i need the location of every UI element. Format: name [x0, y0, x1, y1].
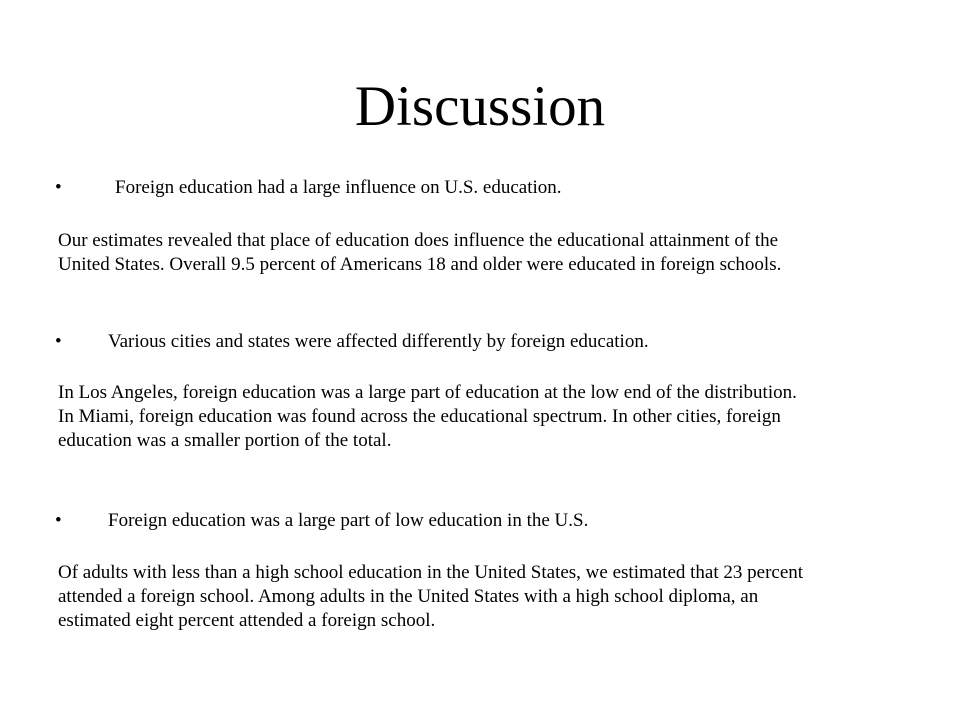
- paragraph-line: Of adults with less than a high school education in the United States, we estimated that 23 percent: [58, 562, 804, 583]
- paragraph-line: attended a foreign school. Among adults in the United States with a high school diploma, an: [58, 586, 759, 607]
- paragraph-line: Our estimates revealed that place of education does influence the educational attainment of the: [58, 230, 779, 251]
- paragraph-line: United States. Overall 9.5 percent of Americans 18 and older were educated in foreign schools.: [58, 254, 782, 275]
- bullet-icon: •: [55, 177, 62, 198]
- paragraph-line: education was a smaller portion of the total.: [58, 430, 392, 451]
- bullet-heading-2: [55, 330, 649, 354]
- bullet-heading-3: [55, 509, 588, 533]
- bullet-heading-text: Foreign education was a large part of low education in the U.S.: [108, 510, 589, 531]
- paragraph-2: [58, 381, 908, 453]
- paragraph-line: In Miami, foreign education was found across the educational spectrum. In other cities, foreign: [58, 406, 781, 427]
- bullet-icon: •: [55, 331, 62, 352]
- bullet-heading-1: [55, 176, 562, 200]
- paragraph-line: In Los Angeles, foreign education was a large part of education at the low end of the distribution.: [58, 382, 797, 403]
- slide-title: Discussion: [354, 75, 606, 138]
- bullet-icon: •: [55, 510, 62, 531]
- bullet-heading-text: Foreign education had a large influence on U.S. education.: [115, 177, 562, 198]
- paragraph-1: [58, 229, 908, 277]
- paragraph-3: [58, 561, 908, 633]
- bullet-heading-text: Various cities and states were affected differently by foreign education.: [108, 331, 649, 352]
- paragraph-line: estimated eight percent attended a foreign school.: [58, 610, 436, 631]
